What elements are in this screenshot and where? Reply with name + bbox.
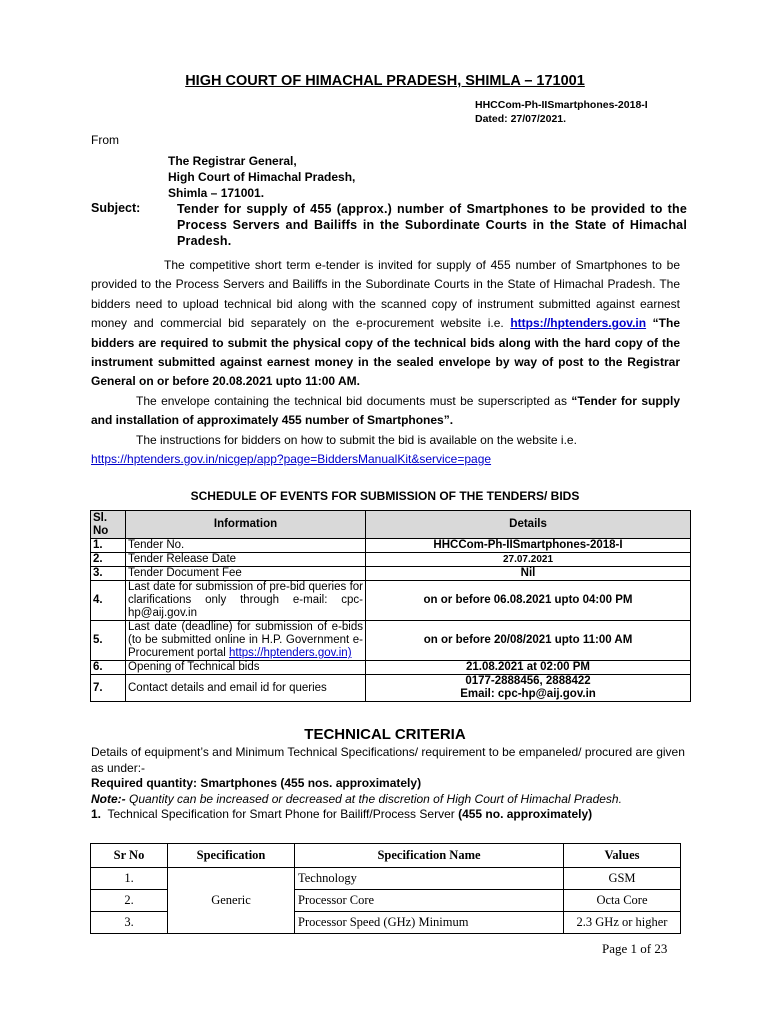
- portal-link[interactable]: https://hptenders.gov.in): [229, 647, 352, 659]
- cell-sl: 3.: [91, 567, 126, 581]
- cell-info: Tender No.: [126, 539, 366, 553]
- schedule-table: [90, 510, 691, 702]
- table-header-row: [91, 511, 691, 539]
- bidders-manual-link[interactable]: https://hptenders.gov.in/nicgep/app?page=BiddersManualKit&service=page: [91, 452, 492, 467]
- address-line: High Court of Himachal Pradesh,: [168, 170, 356, 184]
- table-row: [91, 581, 691, 621]
- cell-value: 2.3 GHz or higher: [564, 912, 681, 934]
- page-number: Page 1 of 23: [602, 941, 668, 956]
- cell-name: Technology: [295, 868, 564, 890]
- table-row: [91, 621, 691, 661]
- cell-value: GSM: [564, 868, 681, 890]
- subject-text: Tender for supply of 455 (approx.) number of Smartphones to be provided to the Process Servers and Bailiffs in the Subordinate Courts in the State of Himachal Pradesh.: [177, 202, 687, 248]
- paragraph-text: The competitive short term e-tender is invited for supply of 455 number of Smartphones to be provided to the Process Servers and Bailiffs in the Subordinate Courts in the State of Himachal Pradesh. The bidders need to upload technical bid along with the scanned copy of instrument submitted against earnest money and commercial bid separately on the e-procurement website i.e.: [91, 258, 680, 331]
- cell-sl: 2.: [91, 553, 126, 567]
- table-header-row: [91, 844, 681, 868]
- address-line: The Registrar General,: [168, 154, 297, 168]
- header-specification: Specification: [168, 844, 295, 868]
- cell-info: Contact details and email id for queries: [126, 675, 366, 702]
- technical-criteria-text: [91, 745, 691, 823]
- contact-phone: 0177-2888456, 2888422: [465, 675, 591, 687]
- cell-details: Nil: [366, 567, 691, 581]
- technical-intro: Details of equipment’s and Minimum Technical Specifications/ requirement to be empaneled/ procured are given as under:-: [91, 745, 685, 775]
- item-text: Technical Specification for Smart Phone for Bailiff/Process Server: [107, 807, 459, 821]
- subject-label: Subject:: [91, 201, 141, 215]
- cell-details: [366, 675, 691, 702]
- cell-details: HHCCom-Ph-IISmartphones-2018-I: [366, 539, 691, 553]
- contact-email: Email: cpc-hp@aij.gov.in: [460, 688, 596, 700]
- paragraph-text: The instructions for bidders on how to submit the bid is available on the website i.e.: [136, 432, 577, 447]
- info-text: Last date (deadline) for submission of e-bids (to be submitted online in H.P. Government e-Procurement portal: [128, 621, 363, 659]
- cell-sl: 5.: [91, 621, 126, 661]
- item-quantity: (455 no. approximately): [458, 807, 593, 821]
- note-label: Note:-: [91, 791, 126, 806]
- cell-group: Generic: [168, 868, 295, 934]
- specification-table: [90, 843, 681, 934]
- cell-value: Octa Core: [564, 890, 681, 912]
- header-sr-no: Sr No: [91, 844, 168, 868]
- required-quantity: Required quantity: Smartphones (455 nos. approximately): [91, 776, 422, 790]
- table-row: [91, 553, 691, 567]
- note-text: Quantity can be increased or decreased at the discretion of High Court of Himachal Pradesh.: [125, 791, 622, 806]
- cell-name: Processor Core: [295, 890, 564, 912]
- cell-name: Processor Speed (GHz) Minimum: [295, 912, 564, 934]
- spec-item-heading: [91, 807, 691, 823]
- cell-sr: 3.: [91, 912, 168, 934]
- header-specification-name: Specification Name: [295, 844, 564, 868]
- header-details: Details: [366, 511, 691, 539]
- table-row: [91, 675, 691, 702]
- from-label: From: [91, 133, 119, 147]
- paragraph-text: The envelope containing the technical bid documents must be superscripted as: [136, 393, 572, 408]
- cell-details: on or before 06.08.2021 upto 04:00 PM: [366, 581, 691, 621]
- table-row: [91, 567, 691, 581]
- header-information: Information: [126, 511, 366, 539]
- cell-info: Tender Document Fee: [126, 567, 366, 581]
- cell-sl: 6.: [91, 661, 126, 675]
- hptenders-link[interactable]: https://hptenders.gov.in: [510, 316, 647, 331]
- cell-sl: 7.: [91, 675, 126, 702]
- quantity-note: [91, 792, 691, 808]
- sender-address: [168, 153, 355, 201]
- reference-number: HHCCom-Ph-IISmartphones-2018-I: [475, 99, 648, 111]
- document-title: HIGH COURT OF HIMACHAL PRADESH, SHIMLA – 171001: [185, 73, 585, 89]
- header-sl: Sl. No: [91, 511, 126, 539]
- table-row: [91, 661, 691, 675]
- paragraph-3: [91, 431, 680, 470]
- reference-block: [475, 98, 648, 126]
- cell-info: Last date for submission of pre-bid queries for clarifications only through e-mail: cpc-hp@aij.gov.in: [126, 581, 366, 621]
- cell-details: 21.08.2021 at 02:00 PM: [366, 661, 691, 675]
- technical-criteria-title: TECHNICAL CRITERIA: [304, 726, 466, 743]
- schedule-title: SCHEDULE OF EVENTS FOR SUBMISSION OF THE TENDERS/ BIDS: [190, 489, 580, 503]
- cell-info: [126, 621, 366, 661]
- cell-sl: 1.: [91, 539, 126, 553]
- cell-sr: 2.: [91, 890, 168, 912]
- cell-sl: 4.: [91, 581, 126, 621]
- letter-body: [91, 256, 680, 469]
- paragraph-bold-text: “The bidders are required to submit the physical copy of the technical bids along with the hard copy of the instrument submitted against earnest money in the sealed envelope by way of post to the Registrar General on or before 20.08.2021 upto 11:00 AM.: [91, 316, 681, 389]
- cell-info: Tender Release Date: [126, 553, 366, 567]
- header-values: Values: [564, 844, 681, 868]
- item-number: 1.: [91, 807, 102, 821]
- paragraph-bold-text: “Tender for supply and installation of approximately 455 number of Smartphones”.: [91, 393, 681, 428]
- cell-sr: 1.: [91, 868, 168, 890]
- address-line: Shimla – 171001.: [168, 186, 265, 200]
- cell-details: on or before 20/08/2021 upto 11:00 AM: [366, 621, 691, 661]
- paragraph-1: [91, 256, 680, 392]
- table-row: [91, 539, 691, 553]
- cell-info: Opening of Technical bids: [126, 661, 366, 675]
- table-row: [91, 868, 681, 890]
- cell-details: 27.07.2021: [366, 553, 691, 567]
- date-line: Dated: 27/07/2021.: [475, 113, 567, 125]
- paragraph-2: [91, 392, 680, 431]
